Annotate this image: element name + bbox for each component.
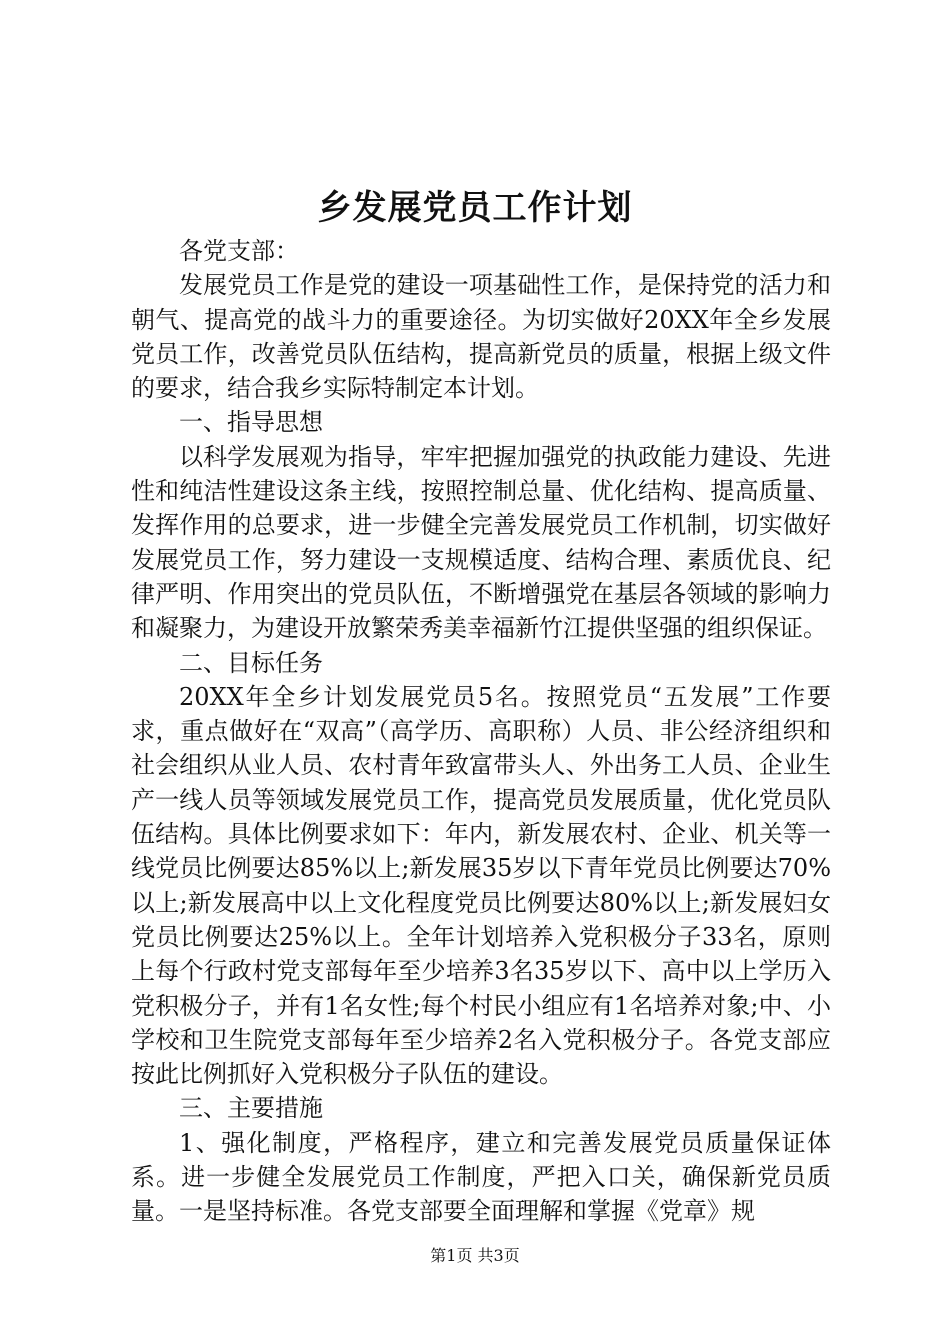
document-body [131,234,831,1229]
section-heading-goals: 二、目标任务 [179,648,323,677]
section-heading-guiding-thought: 一、指导思想 [179,408,323,437]
document-title: 乡发展党员工作计划 [317,188,633,228]
intro-paragraph: 发展党员工作是党的建设一项基础性工作，是保持党的活力和朝气、提高党的战斗力的重要途径。为切实做好20XX年全乡发展党员工作，改善党员队伍结构，提高新党员的质量，根据上级文件的要求，结合我乡实际特制定本计划。 [131,271,831,403]
section-heading-measures: 三、主要措施 [179,1094,323,1123]
salutation: 各党支部： [179,237,299,265]
goals-paragraph: 20XX年全乡计划发展党员5名。按照党员“五发展”工作要求，重点做好在“双高”（高学历、高职称）人员、非公经济组织和社会组织从业人员、农村青年致富带头人、外出务工人员、企业生产一线人员等领域发展党员工作，提高党员发展质量，优化党员队伍结构。具体比例要求如下：年内，新发展农村、企业、机关等一线党员比例要达85%以上;新发展35岁以下青年党员比例要达70%以上;新发展高中以上文化程度党员比例要达80%以上;新发展妇女党员比例要达25%以上。全年计划培养入党积极分子33名，原则上每个行政村党支部每年至少培养3名35岁以下、高中以上学历入党积极分子，并有1名女性;每个村民小组应有1名培养对象;中、小学校和卫生院党支部每年至少培养2名入党积极分子。各党支部应按此比例抓好入党积极分子队伍的建设。 [131,682,831,1089]
measures-paragraph: 1、强化制度，严格程序，建立和完善发展党员质量保证体系。进一步健全发展党员工作制度，严把入口关，确保新党员质量。一是坚持标准。各党支部要全面理解和掌握《党章》规 [131,1128,831,1226]
guiding-thought-paragraph: 以科学发展观为指导，牢牢把握加强党的执政能力建设、先进性和纯洁性建设这条主线，按照控制总量、优化结构、提高质量、发挥作用的总要求，进一步健全完善发展党员工作机制，切实做好发展党员工作，努力建设一支规模适度、结构合理、素质优良、纪律严明、作用突出的党员队伍，不断增强党在基层各领域的影响力和凝聚力，为建设开放繁荣秀美幸福新竹江提供坚强的组织保证。 [131,442,831,643]
page-footer: 第1页 共3页 [430,1246,520,1265]
